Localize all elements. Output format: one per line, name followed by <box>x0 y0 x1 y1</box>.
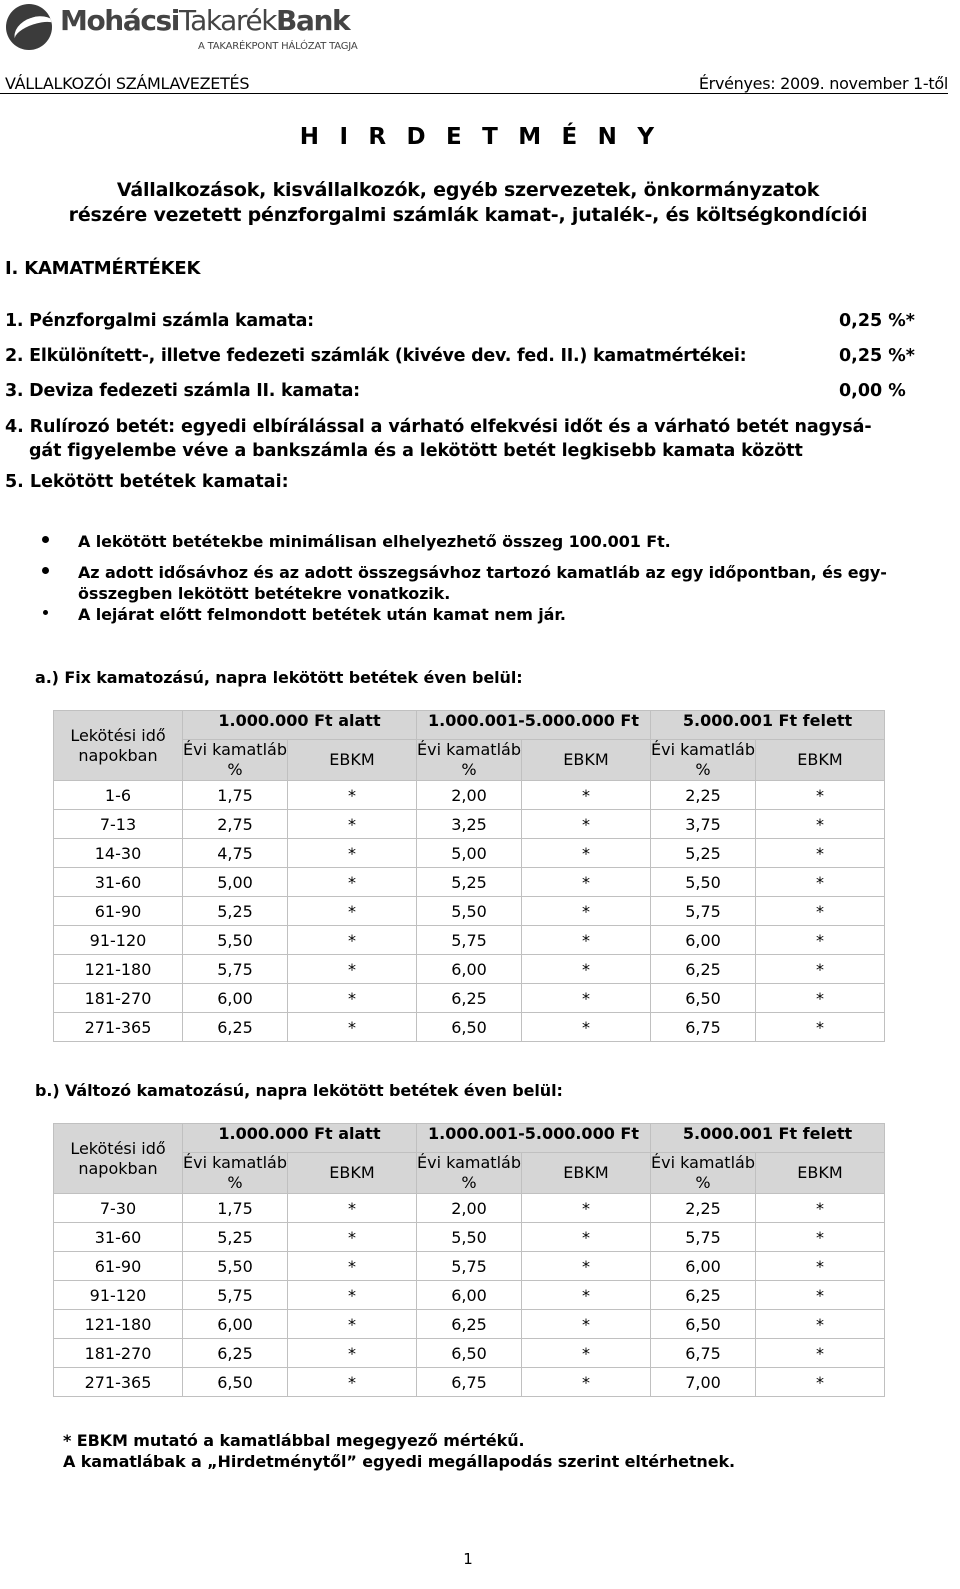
rate-cell: 6,50 <box>183 1368 288 1397</box>
rate-cell: 5,25 <box>651 839 756 868</box>
ebkm-cell: * <box>522 984 651 1013</box>
period-cell: 7-30 <box>54 1194 183 1223</box>
table-row <box>54 1252 885 1281</box>
ebkm-col-header: EBKM <box>288 1153 417 1194</box>
ebkm-cell: * <box>522 781 651 810</box>
ebkm-cell: * <box>522 1194 651 1223</box>
rate-cell: 6,00 <box>417 1281 522 1310</box>
rate-cell: 6,50 <box>651 984 756 1013</box>
rate-cell: 2,25 <box>651 1194 756 1223</box>
header-category: VÁLLALKOZÓI SZÁMLAVEZETÉS <box>5 74 250 93</box>
table-row <box>54 868 885 897</box>
rate-cell: 2,75 <box>183 810 288 839</box>
ebkm-col-header: EBKM <box>756 740 885 781</box>
bank-logo <box>6 4 358 54</box>
ebkm-cell: * <box>756 868 885 897</box>
rate-value: 0,25 %* <box>839 346 915 366</box>
ebkm-col-header: EBKM <box>522 740 651 781</box>
period-cell: 61-90 <box>54 1252 183 1281</box>
period-cell: 271-365 <box>54 1013 183 1042</box>
ebkm-cell: * <box>522 868 651 897</box>
period-cell: 181-270 <box>54 1339 183 1368</box>
period-cell: 31-60 <box>54 1223 183 1252</box>
period-cell: 271-365 <box>54 1368 183 1397</box>
rate-cell: 6,25 <box>417 1310 522 1339</box>
header-validity: Érvényes: 2009. november 1-től <box>698 74 948 93</box>
ebkm-cell: * <box>756 1339 885 1368</box>
logo-mark-icon <box>6 4 52 50</box>
table-row <box>54 1281 885 1310</box>
table-row <box>54 955 885 984</box>
ebkm-cell: * <box>522 1281 651 1310</box>
rate-cell: 4,75 <box>183 839 288 868</box>
rate-cell: 5,50 <box>417 897 522 926</box>
table-row <box>54 926 885 955</box>
ebkm-col-header: EBKM <box>522 1153 651 1194</box>
ebkm-cell: * <box>756 926 885 955</box>
table-row <box>54 897 885 926</box>
ebkm-cell: * <box>288 868 417 897</box>
table-row <box>54 984 885 1013</box>
page-number: 1 <box>463 1550 473 1568</box>
rate-cell: 3,75 <box>651 810 756 839</box>
rate-cell: 5,75 <box>651 1223 756 1252</box>
rate-cell: 6,00 <box>651 1252 756 1281</box>
rate-cell: 6,25 <box>417 984 522 1013</box>
ebkm-cell: * <box>288 781 417 810</box>
ebkm-cell: * <box>288 1281 417 1310</box>
ebkm-cell: * <box>522 1339 651 1368</box>
footnote-line: A kamatlábak a „Hirdetménytől” egyedi megállapodás szerint eltérhetnek. <box>63 1452 735 1471</box>
rate-value: 0,25 %* <box>839 311 915 331</box>
ebkm-cell: * <box>522 897 651 926</box>
rate-cell: 5,00 <box>183 868 288 897</box>
rate-cell: 3,25 <box>417 810 522 839</box>
ebkm-cell: * <box>522 1310 651 1339</box>
ebkm-cell: * <box>288 810 417 839</box>
header-divider <box>0 93 948 94</box>
amount-group-header: 1.000.001-5.000.000 Ft <box>417 711 651 740</box>
table-row <box>54 781 885 810</box>
rate-cell: 2,00 <box>417 1194 522 1223</box>
rate-cell: 5,25 <box>183 1223 288 1252</box>
rate-cell: 5,25 <box>417 868 522 897</box>
table-row <box>54 839 885 868</box>
ebkm-cell: * <box>756 839 885 868</box>
bullet-icon <box>42 567 49 574</box>
paragraph-line: gát figyelembe véve a bankszámla és a lekötött betét legkisebb kamata között <box>29 441 803 461</box>
ebkm-cell: * <box>756 1194 885 1223</box>
rate-cell: 5,75 <box>417 926 522 955</box>
ebkm-cell: * <box>288 1223 417 1252</box>
rate-cell: 6,50 <box>417 1339 522 1368</box>
rate-cell: 5,75 <box>183 955 288 984</box>
rate-label: 1. Pénzforgalmi számla kamata: <box>5 311 314 331</box>
subtitle-line: részére vezetett pénzforgalmi számlák kamat-, jutalék-, és költségkondíciói <box>68 204 868 226</box>
table-row <box>54 1223 885 1252</box>
rate-value: 0,00 % <box>839 381 906 401</box>
rate-cell: 6,00 <box>183 984 288 1013</box>
table-a-title: a.) Fix kamatozású, napra lekötött betétek éven belül: <box>35 668 523 687</box>
section-heading: 5. Lekötött betétek kamatai: <box>5 472 289 492</box>
table-row <box>54 1013 885 1042</box>
ebkm-cell: * <box>756 1281 885 1310</box>
table-row <box>54 1194 885 1223</box>
ebkm-cell: * <box>522 1252 651 1281</box>
fixed-rate-table <box>53 710 885 1042</box>
rate-cell: 6,00 <box>417 955 522 984</box>
ebkm-cell: * <box>522 1013 651 1042</box>
rate-cell: 6,50 <box>651 1310 756 1339</box>
ebkm-cell: * <box>288 1339 417 1368</box>
period-cell: 1-6 <box>54 781 183 810</box>
amount-group-header: 5.000.001 Ft felett <box>651 711 885 740</box>
ebkm-cell: * <box>756 955 885 984</box>
rate-row <box>5 381 925 405</box>
document-subtitle <box>0 178 936 228</box>
rate-col-header: Évi kamatláb % <box>417 1153 521 1192</box>
table-row <box>54 1310 885 1339</box>
ebkm-cell: * <box>756 1013 885 1042</box>
period-cell: 7-13 <box>54 810 183 839</box>
bullet-icon <box>43 610 48 615</box>
footnote-line: * EBKM mutató a kamatlábbal megegyező mértékű. <box>63 1431 525 1450</box>
rate-cell: 2,00 <box>417 781 522 810</box>
bullet-text: A lejárat előtt felmondott betétek után kamat nem jár. <box>78 605 566 624</box>
rate-cell: 6,25 <box>183 1013 288 1042</box>
ebkm-cell: * <box>756 897 885 926</box>
amount-group-header: 1.000.001-5.000.000 Ft <box>417 1124 651 1153</box>
bullet-text: Az adott idősávhoz és az adott összegsávhoz tartozó kamatláb az egy időpontban, és egy-összegben lekötött betétekre vonatkozik. <box>78 563 887 603</box>
paragraph-line: 4. Rulírozó betét: egyedi elbírálással a várható elfekvési időt és a várható betét nagysá- <box>5 417 872 437</box>
rate-cell: 2,25 <box>651 781 756 810</box>
rate-cell: 5,50 <box>183 926 288 955</box>
period-cell: 31-60 <box>54 868 183 897</box>
rate-cell: 6,75 <box>651 1013 756 1042</box>
section-heading: I. KAMATMÉRTÉKEK <box>5 258 201 279</box>
period-cell: 91-120 <box>54 1281 183 1310</box>
rate-cell: 1,75 <box>183 1194 288 1223</box>
period-cell: 14-30 <box>54 839 183 868</box>
document-title: H I R D E T M É N Y <box>299 124 661 150</box>
rate-cell: 5,50 <box>183 1252 288 1281</box>
subtitle-line: Vállalkozások, kisvállalkozók, egyéb szervezetek, önkormányzatok <box>116 179 820 201</box>
ebkm-cell: * <box>288 984 417 1013</box>
table-row <box>54 1339 885 1368</box>
rate-col-header: Évi kamatláb % <box>417 740 521 779</box>
amount-group-header: 5.000.001 Ft felett <box>651 1124 885 1153</box>
ebkm-cell: * <box>522 1223 651 1252</box>
rate-cell: 6,75 <box>651 1339 756 1368</box>
rate-row <box>5 346 925 370</box>
rate-cell: 6,75 <box>417 1368 522 1397</box>
ebkm-cell: * <box>288 897 417 926</box>
ebkm-cell: * <box>288 1194 417 1223</box>
rate-cell: 6,50 <box>417 1013 522 1042</box>
rate-cell: 6,00 <box>651 926 756 955</box>
ebkm-cell: * <box>288 839 417 868</box>
period-cell: 121-180 <box>54 1310 183 1339</box>
rate-col-header: Évi kamatláb % <box>651 1153 755 1192</box>
rate-cell: 6,00 <box>183 1310 288 1339</box>
rate-cell: 5,50 <box>417 1223 522 1252</box>
period-cell: 61-90 <box>54 897 183 926</box>
rate-cell: 5,25 <box>183 897 288 926</box>
variable-rate-table <box>53 1123 885 1397</box>
rate-cell: 5,75 <box>183 1281 288 1310</box>
ebkm-cell: * <box>288 955 417 984</box>
footnotes <box>63 1430 735 1472</box>
rate-cell: 5,50 <box>651 868 756 897</box>
table-row <box>54 1368 885 1397</box>
rate-cell: 5,00 <box>417 839 522 868</box>
ebkm-cell: * <box>288 926 417 955</box>
ebkm-cell: * <box>522 1368 651 1397</box>
ebkm-cell: * <box>522 926 651 955</box>
ebkm-cell: * <box>288 1368 417 1397</box>
table-header-row <box>54 1124 885 1153</box>
corner-header: Lekötési idő napokban <box>54 711 183 781</box>
rate-label: 2. Elkülönített-, illetve fedezeti számlák (kivéve dev. fed. II.) kamatmértékei: <box>5 346 747 366</box>
bullet-icon <box>42 536 49 543</box>
amount-group-header: 1.000.000 Ft alatt <box>183 1124 417 1153</box>
period-cell: 91-120 <box>54 926 183 955</box>
rate-cell: 7,00 <box>651 1368 756 1397</box>
rate-row <box>5 311 925 335</box>
ebkm-cell: * <box>522 955 651 984</box>
corner-header: Lekötési idő napokban <box>54 1124 183 1194</box>
ebkm-cell: * <box>756 781 885 810</box>
rate-cell: 5,75 <box>651 897 756 926</box>
table-b-title: b.) Változó kamatozású, napra lekötött betétek éven belül: <box>35 1081 563 1100</box>
rate-cell: 6,25 <box>651 1281 756 1310</box>
amount-group-header: 1.000.000 Ft alatt <box>183 711 417 740</box>
period-cell: 181-270 <box>54 984 183 1013</box>
rate-cell: 1,75 <box>183 781 288 810</box>
rate-col-header: Évi kamatláb % <box>651 740 755 779</box>
ebkm-col-header: EBKM <box>288 740 417 781</box>
rate-cell: 5,75 <box>417 1252 522 1281</box>
ebkm-cell: * <box>522 810 651 839</box>
ebkm-cell: * <box>288 1252 417 1281</box>
ebkm-cell: * <box>756 1223 885 1252</box>
revolving-deposit-text <box>5 415 930 463</box>
ebkm-cell: * <box>756 1252 885 1281</box>
bullet-text: A lekötött betétekbe minimálisan elhelyezhető összeg 100.001 Ft. <box>78 532 671 551</box>
rate-cell: 6,25 <box>183 1339 288 1368</box>
ebkm-cell: * <box>288 1310 417 1339</box>
period-cell: 121-180 <box>54 955 183 984</box>
ebkm-cell: * <box>756 1310 885 1339</box>
ebkm-cell: * <box>756 810 885 839</box>
rate-label: 3. Deviza fedezeti számla II. kamata: <box>5 381 360 401</box>
table-header-row <box>54 711 885 740</box>
logo-name: MohácsiTakarékBank <box>60 4 350 37</box>
ebkm-cell: * <box>756 984 885 1013</box>
ebkm-cell: * <box>756 1368 885 1397</box>
table-row <box>54 810 885 839</box>
rate-col-header: Évi kamatláb % <box>183 740 287 779</box>
logo-tagline: A TAKARÉKPONT HÁLÓZAT TAGJA <box>198 41 358 52</box>
rate-col-header: Évi kamatláb % <box>183 1153 287 1192</box>
ebkm-col-header: EBKM <box>756 1153 885 1194</box>
ebkm-cell: * <box>288 1013 417 1042</box>
rate-cell: 6,25 <box>651 955 756 984</box>
ebkm-cell: * <box>522 839 651 868</box>
